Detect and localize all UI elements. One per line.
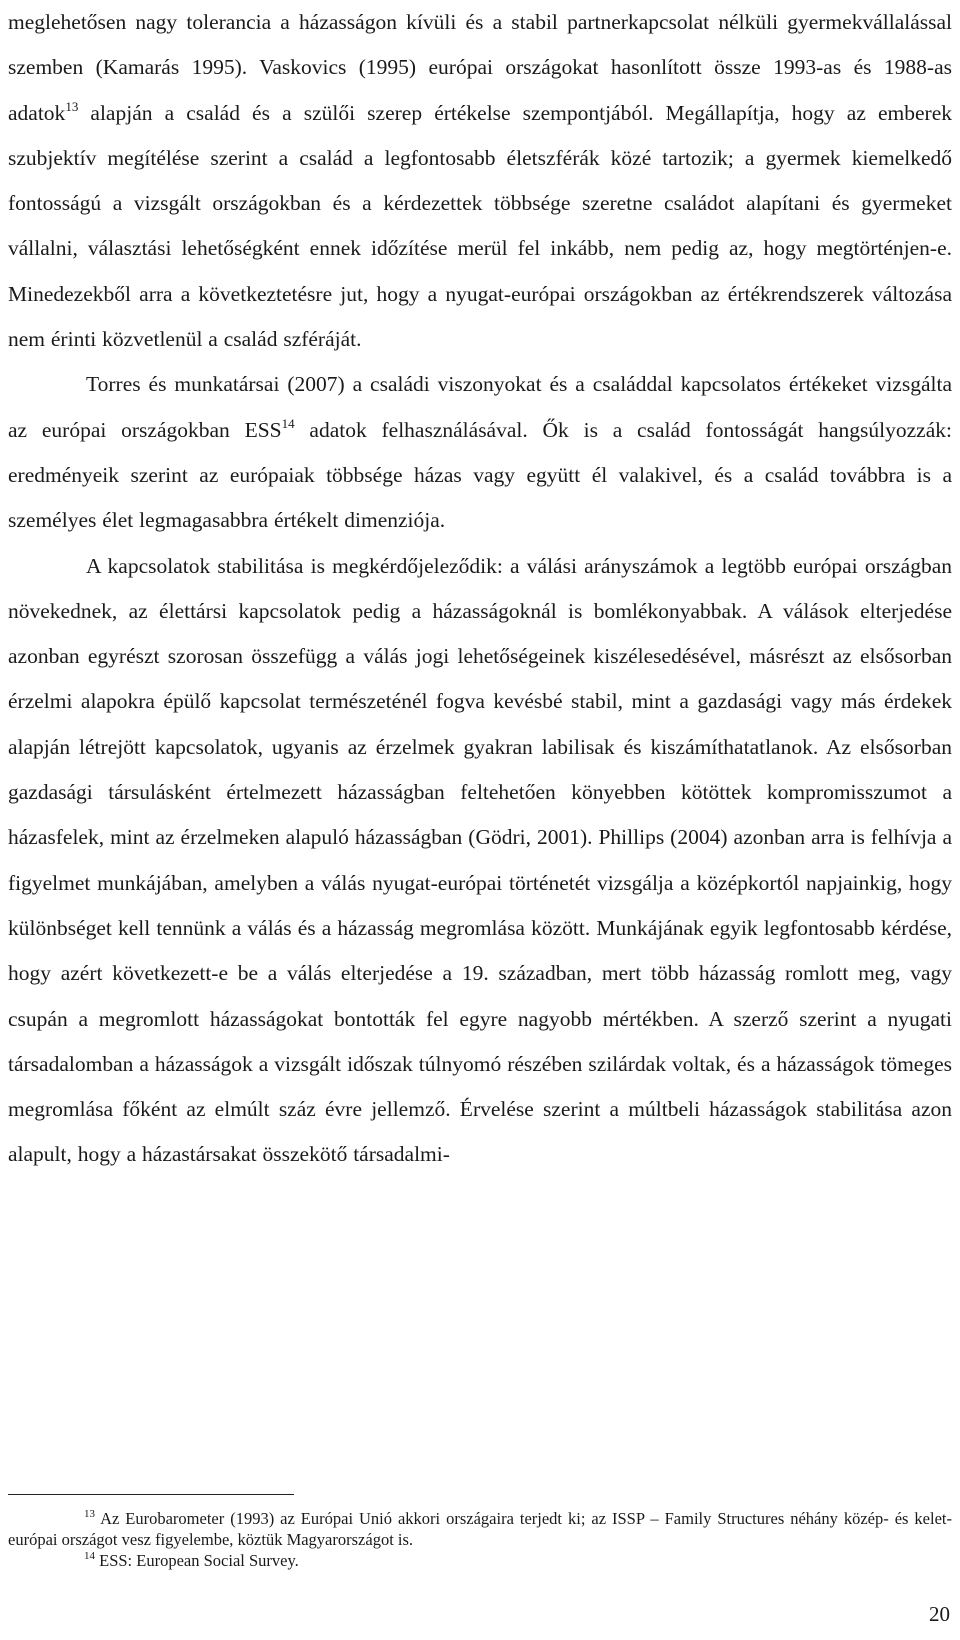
footnotes: [8, 1508, 952, 1571]
paragraph-text: adatok felhasználásával. Ők is a család fontosságát hangsúlyozzák: eredményeik szerint az európaiak többsége házas vagy együtt él valakivel, és a család továbbra is a személyes élet legmagasabbra értékelt dimenziója.: [8, 417, 952, 533]
footnote-mark: 14: [84, 1550, 95, 1562]
body-text: [8, 0, 952, 1178]
footnote-text: Az Eurobarometer (1993) az Európai Unió akkori országaira terjedt ki; az ISSP – Family Structures néhány közép- és kelet-európai országot vesz figyelembe, köztük Magyarországot is.: [8, 1509, 952, 1549]
paragraph-3: [8, 544, 952, 1178]
footnote-13: [8, 1508, 952, 1550]
footnote-14: [8, 1550, 952, 1571]
paragraph-1: [8, 0, 952, 362]
paragraph-2: [8, 362, 952, 543]
page-number: 20: [929, 1602, 950, 1626]
paragraph-text: alapján a család és a szülői szerep értékelse szempontjából. Megállapítja, hogy az emberek szubjektív megítélése szerint a család a legfontosabb életszférák közé tartozik; a gyermek kiemelkedő fontosságú a vizsgált országokban és a kérdezettek többsége szeretne családot alapítani és gyermeket vállalni, választási lehetőségként ennek időzítése merül fel inkább, nem pedig az, hogy megtörténjen-e. Minedezekből arra a következtetésre jut, hogy a nyugat-európai országokban az értékrendszerek változása nem érinti közvetlenül a család szféráját.: [8, 100, 952, 352]
footnote-reference-13[interactable]: 13: [65, 98, 79, 114]
paragraph-text: meglehetősen nagy tolerancia a házasságon kívüli és a stabil partnerkapcsolat nélküli gyermekvállalással szemben (Kamarás 1995). Vaskovics (1995) európai országokat hasonlított össze 1993-as és 1988-as adatok: [8, 10, 952, 125]
footnote-mark: 13: [84, 1508, 95, 1520]
footnote-reference-14[interactable]: 14: [281, 415, 295, 431]
footnote-separator: [8, 1494, 294, 1495]
footnote-text: ESS: European Social Survey.: [95, 1551, 299, 1570]
paragraph-text: A kapcsolatok stabilitása is megkérdőjeleződik: a válási arányszámok a legtöbb európai országban növekednek, az élettársi kapcsolatok pedig a házasságoknál is bomlékonyabbak. A válások elterjedése azonban egyrészt szorosan összefügg a válás jogi lehetőségeinek kiszélesedésével, másrészt az elsősorban érzelmi alapokra épülő kapcsolat természeténél fogva kevésbé stabil, mint a gazdasági vagy más érdekek alapján létrejött kapcsolatok, ugyanis az érzelmek gyakran labilisak és kiszámíthatatlanok. Az elsősorban gazdasági társulásként értelmezett házasságban feltehetően könyebben kötöttek kompromisszumot a házasfelek, mint az érzelmeken alapuló házasságban (Gödri, 2001). Phillips (2004) azonban arra is felhívja a figyelmet munkájában, amelyben a válás nyugat-európai történetét vizsgálja a középkortól napjainkig, hogy különbséget kell tennünk a válás és a házasság megromlása között. Munkájának egyik legfontosabb kérdése, hogy azért következett-e be a válás elterjedése a 19. században, mert több házasság romlott meg, vagy csupán a megromlott házasságokat bontották fel egyre nagyobb mértékben. A szerző szerint a nyugati társadalomban a házasságok a vizsgált időszak túlnyomó részében szilárdak voltak, és a házasságok tömeges megromlása főként az elmúlt száz évre jellemző. Érvelése szerint a múltbeli házasságok stabilitása azon alapult, hogy a házastársakat összekötő társadalmi-: [8, 553, 952, 1167]
paragraph-text: Torres és munkatársai (2007) a családi viszonyokat és a családdal kapcsolatos értékeket vizsgálta az európai országokban ESS: [8, 372, 952, 442]
